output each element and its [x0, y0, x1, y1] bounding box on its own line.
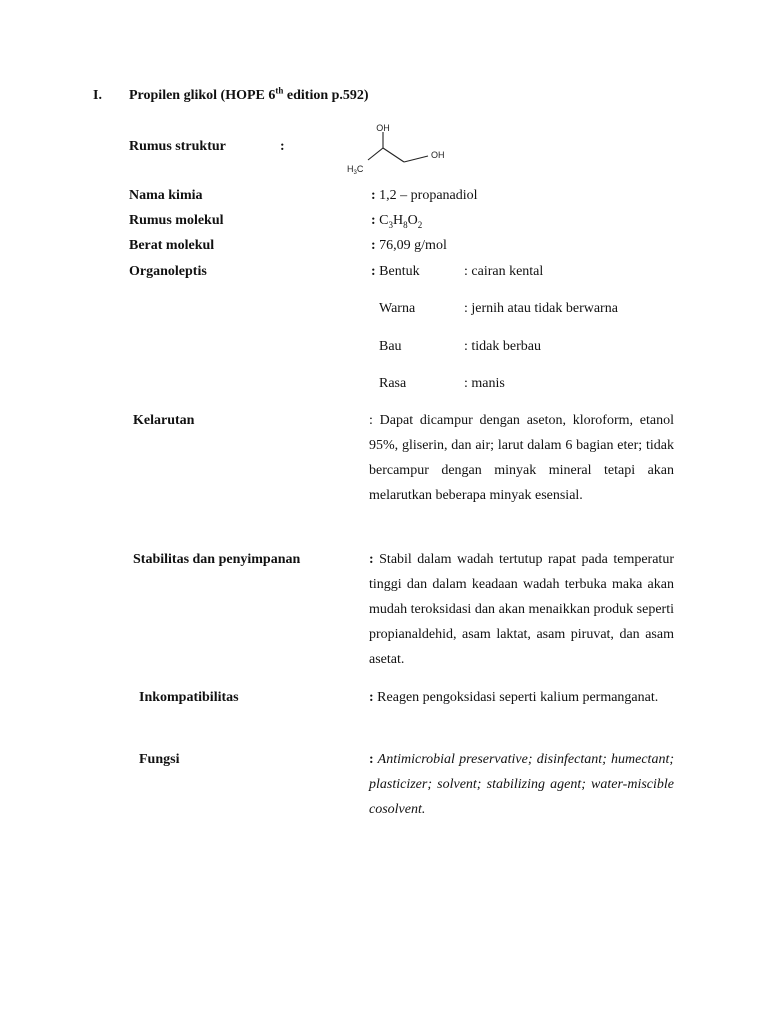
oh-top-label: OH — [376, 123, 390, 133]
organoleptis-warna: Warna — [379, 301, 416, 316]
fungsi-text: : Antimicrobial preservative; disinfectant; humectant; plasticizer; solvent; stabilizing agent; water-miscible cosolvent. — [369, 752, 674, 817]
organoleptis-bentuk-value: : cairan kental — [464, 264, 544, 279]
section-title: Propilen glikol (HOPE 6th edition p.592) — [129, 85, 369, 103]
bond-ch3-c2 — [368, 148, 383, 160]
organoleptis-bau: Bau — [379, 339, 402, 354]
rumus-struktur-colon: : — [280, 139, 285, 154]
section-number: I. — [93, 88, 102, 103]
organoleptis-bentuk: : Bentuk — [371, 264, 420, 279]
rumus-molekul-label: Rumus molekul — [129, 213, 224, 228]
organoleptis-label: Organoleptis — [129, 264, 207, 279]
oh-right-label: OH — [431, 150, 445, 160]
berat-molekul-value: : 76,09 g/mol — [371, 238, 447, 253]
bond-c2-c1 — [383, 148, 404, 162]
nama-kimia-value: : 1,2 – propanadiol — [371, 188, 478, 203]
stabilitas-label: Stabilitas dan penyimpanan — [133, 552, 301, 567]
propylene-glycol-structure — [340, 116, 470, 186]
inkompatibilitas-label: Inkompatibilitas — [139, 690, 239, 705]
rumus-struktur-label: Rumus struktur — [129, 139, 226, 154]
organoleptis-bau-value: : tidak berbau — [464, 339, 541, 354]
kelarutan-text: : Dapat dicampur dengan aseton, kloroform, etanol 95%, gliserin, dan air; larut dalam 6 bagian eter; tidak bercampur dengan minyak mineral tetapi akan melarutkan beberapa minyak esensial. — [369, 413, 674, 503]
stabilitas-text: : Stabil dalam wadah tertutup rapat pada temperatur tinggi dan dalam keadaan wadah terbuka maka akan mudah teroksidasi dan akan menaikkan produk seperti propianaldehid, asam laktat, asam piruvat, dan asam asetat. — [369, 552, 674, 667]
inkompatibilitas-text: : Reagen pengoksidasi seperti kalium permanganat. — [369, 690, 659, 705]
berat-molekul-label: Berat molekul — [129, 238, 215, 253]
ch3-label: $H_3C$ — [347, 164, 364, 176]
organoleptis-warna-value: : jernih atau tidak berwarna — [464, 301, 618, 316]
rumus-molekul-value: : $C_3H_8O_2$ — [371, 213, 423, 230]
nama-kimia-label: Nama kimia — [129, 188, 203, 203]
fungsi-label: Fungsi — [139, 752, 180, 767]
kelarutan-label: Kelarutan — [133, 413, 195, 428]
organoleptis-rasa: Rasa — [379, 376, 407, 391]
organoleptis-rasa-value: : manis — [464, 376, 505, 391]
bond-c1-oh — [404, 156, 428, 162]
